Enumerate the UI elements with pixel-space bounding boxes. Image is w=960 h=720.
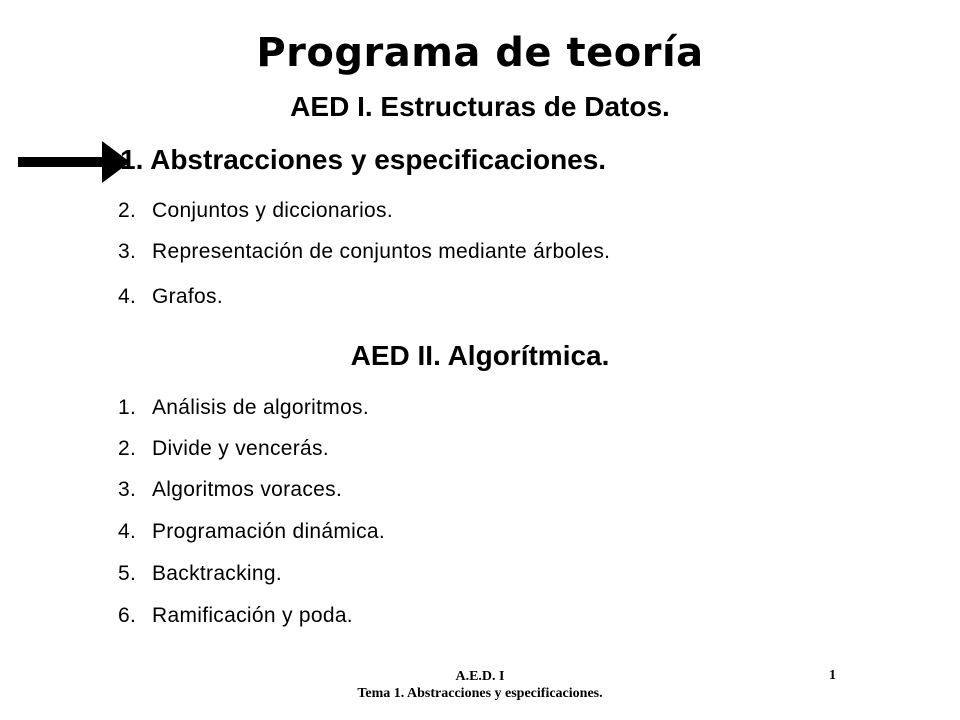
list-item bbox=[118, 437, 329, 461]
list-item bbox=[118, 396, 369, 420]
list-item bbox=[118, 604, 353, 628]
list-item bbox=[118, 562, 282, 586]
item-text: Análisis de algoritmos. bbox=[152, 396, 369, 419]
footer bbox=[0, 668, 960, 702]
item-number: 2. bbox=[118, 199, 137, 222]
item-text: Divide y vencerás. bbox=[152, 437, 329, 460]
item-text: Representación de conjuntos mediante árboles. bbox=[152, 240, 611, 263]
item-text: Grafos. bbox=[152, 285, 223, 308]
list-item bbox=[118, 285, 223, 309]
page-number: 1 bbox=[829, 668, 836, 683]
item-number: 3. bbox=[118, 240, 137, 263]
item-text: Backtracking. bbox=[152, 562, 282, 585]
slide-title: Programa de teoría bbox=[256, 30, 704, 76]
item-number: 4. bbox=[118, 520, 137, 543]
footer-topic: Tema 1. Abstracciones y especificaciones. bbox=[357, 686, 603, 701]
footer-course: A.E.D. I bbox=[455, 669, 505, 684]
section-aed1-heading: AED I. Estructuras de Datos. bbox=[290, 91, 670, 122]
list-item bbox=[118, 520, 385, 544]
item-text: Conjuntos y diccionarios. bbox=[152, 199, 393, 222]
item-number: 4. bbox=[118, 285, 137, 308]
item-text: Algoritmos voraces. bbox=[152, 478, 343, 501]
right-arrow-icon bbox=[18, 139, 130, 185]
list-item bbox=[118, 478, 342, 502]
item-number: 1. bbox=[118, 396, 137, 419]
list-item bbox=[118, 240, 610, 264]
item-number: 5. bbox=[118, 562, 137, 585]
section-aed2-heading: AED II. Algorítmica. bbox=[350, 340, 610, 371]
item-text: Ramificación y poda. bbox=[152, 604, 353, 627]
list-item bbox=[118, 199, 393, 223]
current-topic: 1. Abstracciones y especificaciones. bbox=[120, 144, 607, 175]
item-number: 6. bbox=[118, 604, 137, 627]
item-number: 2. bbox=[118, 437, 137, 460]
item-number: 3. bbox=[118, 478, 137, 501]
item-text: Programación dinámica. bbox=[152, 520, 386, 543]
